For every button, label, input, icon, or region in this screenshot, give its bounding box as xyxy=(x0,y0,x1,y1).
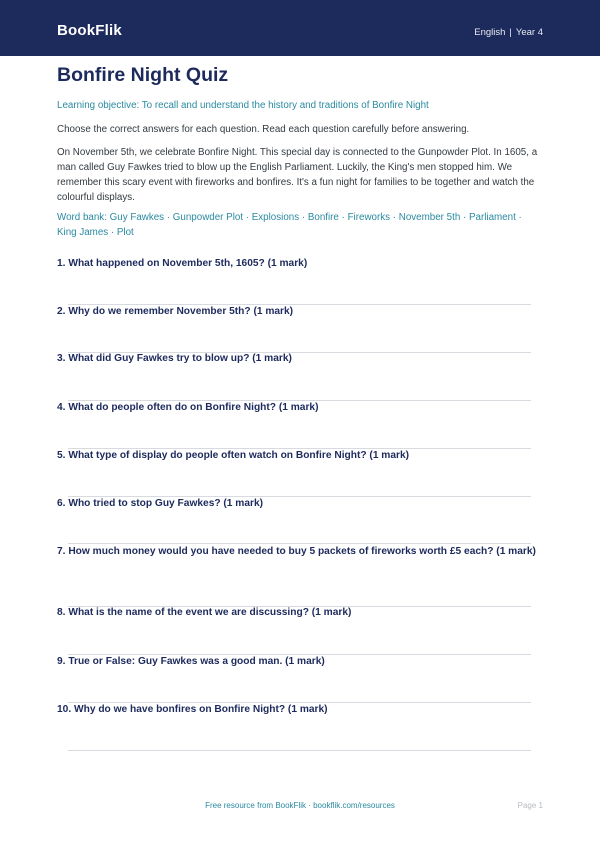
instructions: Choose the correct answers for each question. Read each question carefully before answering. xyxy=(57,124,470,135)
subject-year xyxy=(474,27,543,38)
question-9: 9. True or False: Guy Fawkes was a good man. (1 mark) xyxy=(57,656,325,667)
question-7: 7. How much money would you have needed to buy 5 packets of fireworks worth £5 each? (1 mark) xyxy=(57,546,536,557)
question-3: 3. What did Guy Fawkes try to blow up? (1 mark) xyxy=(57,353,292,364)
page-number: Page 1 xyxy=(517,801,543,810)
question-10: 10. Why do we have bonfires on Bonfire Night? (1 mark) xyxy=(57,704,328,715)
question-1: 1. What happened on November 5th, 1605? (1 mark) xyxy=(57,258,308,269)
story-text: On November 5th, we celebrate Bonfire Night. This special day is connected to the Gunpowder Plot. In 1605, a man called Guy Fawkes tried to blow up the English Parliament. Luckily, the King's men stopped him. We remember this scary event with fireworks and bonfires. It's a fun night for families to be together and watch the colourful displays. xyxy=(57,147,538,203)
footer-resource-link[interactable]: Free resource from BookFlik · bookflik.com/resources xyxy=(205,801,395,810)
subject-label: English xyxy=(474,27,506,38)
question-2: 2. Why do we remember November 5th? (1 mark) xyxy=(57,306,294,317)
learning-objective: Learning objective: To recall and understand the history and traditions of Bonfire Night xyxy=(57,100,429,111)
word-bank: Word bank: Guy Fawkes · Gunpowder Plot · Explosions · Bonfire · Fireworks · November 5th · Parliament · King James · Plot xyxy=(57,212,522,238)
question-6: 6. Who tried to stop Guy Fawkes? (1 mark) xyxy=(57,498,264,509)
question-4: 4. What do people often do on Bonfire Night? (1 mark) xyxy=(57,402,319,413)
answer-line-10[interactable] xyxy=(68,750,531,751)
page-header xyxy=(0,0,600,56)
page-title: Bonfire Night Quiz xyxy=(57,64,229,86)
brand-logo: BookFlik xyxy=(57,22,122,39)
meta-separator: | xyxy=(509,27,512,38)
answer-line-6[interactable] xyxy=(68,543,531,544)
question-5: 5. What type of display do people often watch on Bonfire Night? (1 mark) xyxy=(57,450,410,461)
year-label: Year 4 xyxy=(515,27,543,38)
question-8: 8. What is the name of the event we are discussing? (1 mark) xyxy=(57,607,352,618)
